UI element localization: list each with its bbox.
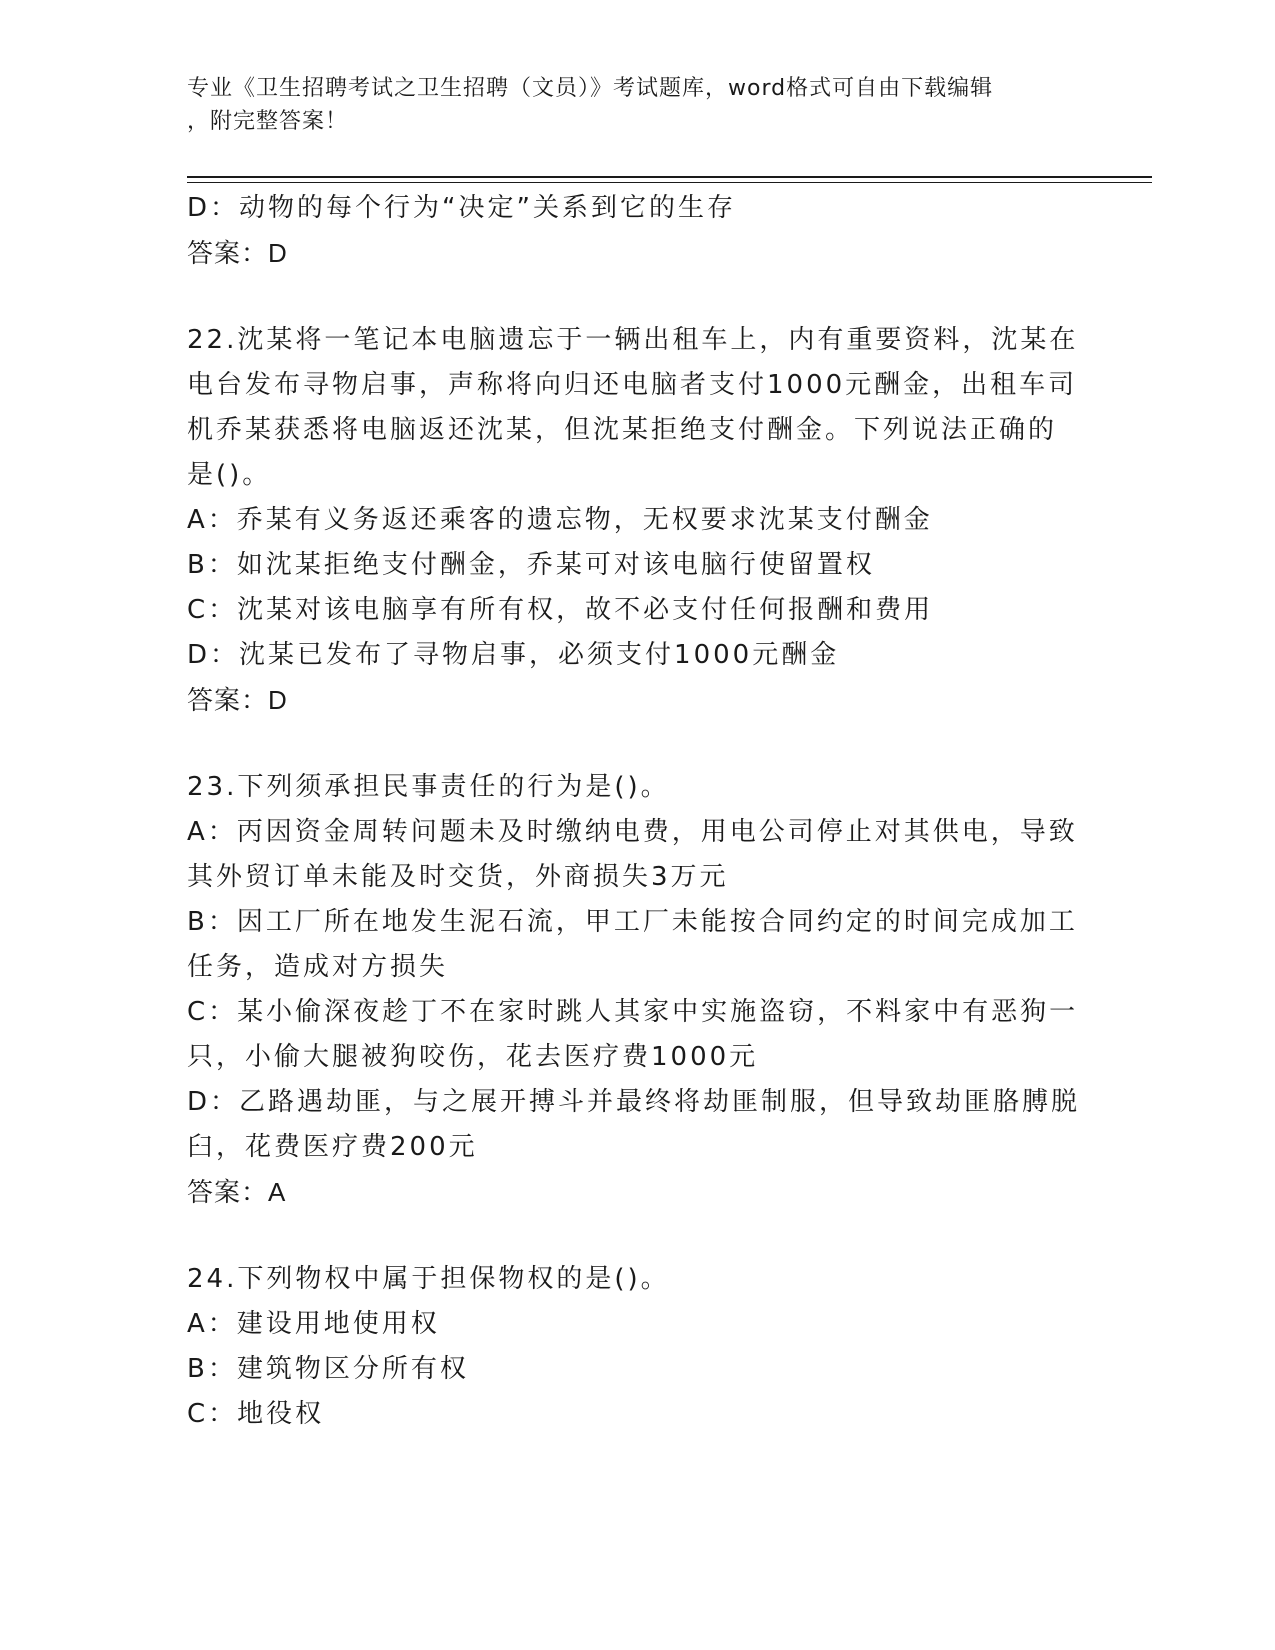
header-line: 专业《卫生招聘考试之卫生招聘（文员）》考试题库，word格式可自由下载编辑 [187, 76, 994, 101]
answer-line: 答案：D [187, 685, 288, 715]
option-b: B：如沈某拒绝支付酬金，乔某可对该电脑行使留置权 [187, 550, 875, 580]
header-line: ，附完整答案！ [187, 109, 349, 134]
option-a: A：乔某有义务返还乘客的遗忘物，无权要求沈某支付酬金 [187, 505, 933, 535]
option-d: D：动物的每个行为“决定”关系到它的生存 [187, 193, 736, 223]
question-block [187, 765, 1087, 1215]
header-divider-thin [187, 182, 1152, 183]
spacer [187, 1215, 1087, 1257]
option-d: D：沈某已发布了寻物启事，必须支付1000元酬金 [187, 640, 840, 670]
question-block [187, 186, 1087, 276]
question-stem-line: 24.下列物权中属于担保物权的是()。 [187, 1264, 670, 1294]
question-stem-line: 机乔某获悉将电脑返还沈某，但沈某拒绝支付酬金。下列说法正确的 [187, 415, 1058, 445]
option-d-continued: 臼，花费医疗费200元 [187, 1132, 478, 1162]
question-block [187, 1257, 1087, 1437]
option-b-continued: 任务，造成对方损失 [187, 952, 449, 982]
option-b: B：建筑物区分所有权 [187, 1354, 469, 1384]
option-a: A：建设用地使用权 [187, 1309, 440, 1339]
header-divider [187, 176, 1152, 178]
question-list [187, 186, 1087, 1437]
answer-line: 答案：A [187, 1177, 287, 1207]
spacer [187, 276, 1087, 318]
option-c: C：某小偷深夜趁丁不在家时跳人其家中实施盗窃，不料家中有恶狗一 [187, 997, 1079, 1027]
option-a-continued: 其外贸订单未能及时交货，外商损失3万元 [187, 862, 729, 892]
question-stem-line: 23.下列须承担民事责任的行为是()。 [187, 772, 670, 802]
option-d: D：乙路遇劫匪，与之展开搏斗并最终将劫匪制服，但导致劫匪胳膊脱 [187, 1087, 1081, 1117]
option-c: C：地役权 [187, 1399, 325, 1429]
option-c-continued: 只，小偷大腿被狗咬伤，花去医疗费1000元 [187, 1042, 759, 1072]
question-block [187, 318, 1087, 723]
option-b: B：因工厂所在地发生泥石流，甲工厂未能按合同约定的时间完成加工 [187, 907, 1078, 937]
page-header [187, 72, 1067, 138]
question-stem-line: 是()。 [187, 460, 272, 490]
answer-line: 答案：D [187, 238, 288, 268]
question-stem-line: 22.沈某将一笔记本电脑遗忘于一辆出租车上，内有重要资料，沈某在 [187, 325, 1079, 355]
spacer [187, 723, 1087, 765]
question-stem-line: 电台发布寻物启事，声称将向归还电脑者支付1000元酬金，出租车司 [187, 370, 1078, 400]
option-c: C：沈某对该电脑享有所有权，故不必支付任何报酬和费用 [187, 595, 934, 625]
option-a: A：丙因资金周转问题未及时缴纳电费，用电公司停止对其供电，导致 [187, 817, 1078, 847]
